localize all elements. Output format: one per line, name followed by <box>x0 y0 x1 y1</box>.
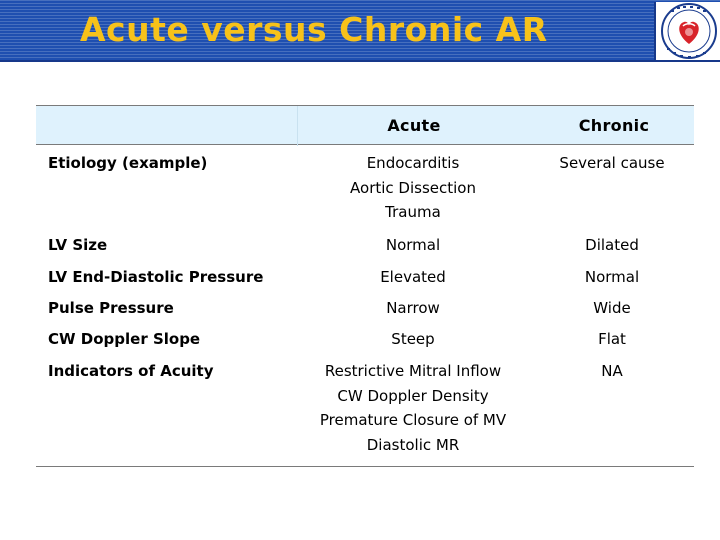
row-label-pulse-pressure: Pulse Pressure <box>48 299 174 317</box>
row-acute-indicators <box>313 359 513 457</box>
header-cell-acute: Acute <box>387 116 441 135</box>
acute-value: Premature Closure of MV <box>319 411 507 429</box>
row-label-indicators: Indicators of Acuity <box>48 362 214 380</box>
row-chronic-cw-doppler-slope: Flat <box>598 330 626 348</box>
row-acute-etiology <box>313 151 513 225</box>
row-label-lv-size: LV Size <box>48 236 108 254</box>
row-chronic-etiology: Several cause <box>559 154 665 172</box>
slide-title: Acute versus Chronic AR <box>80 10 548 49</box>
comparison-table <box>36 105 694 454</box>
table-header-row <box>36 105 694 145</box>
header-cell-chronic: Chronic <box>578 116 650 135</box>
acute-value: Trauma <box>385 203 441 221</box>
logo <box>654 2 720 60</box>
row-label-lvedp: LV End-Diastolic Pressure <box>48 268 264 286</box>
row-chronic-pulse-pressure: Wide <box>593 299 631 317</box>
row-acute-cw-doppler-slope: Steep <box>391 330 435 348</box>
society-seal-icon <box>659 2 719 60</box>
table-bottom-rule <box>36 466 694 467</box>
acute-value: Diastolic MR <box>366 435 460 454</box>
acute-value: Endocarditis <box>366 154 460 172</box>
slide-header <box>0 0 720 62</box>
row-acute-pulse-pressure: Narrow <box>386 299 440 317</box>
row-chronic-lv-size: Dilated <box>585 236 639 254</box>
row-acute-lvedp: Elevated <box>380 268 446 286</box>
row-chronic-indicators: NA <box>601 362 623 380</box>
acute-value: Restrictive Mitral Inflow <box>324 362 502 380</box>
row-acute-lv-size: Normal <box>385 236 441 254</box>
acute-value: CW Doppler Density <box>337 386 489 405</box>
row-label-etiology: Etiology (example) <box>48 154 208 172</box>
header-cell-empty <box>36 106 298 146</box>
acute-value: Aortic Dissection <box>350 178 476 197</box>
row-label-cw-doppler-slope: CW Doppler Slope <box>48 330 201 348</box>
row-chronic-lvedp: Normal <box>584 268 640 286</box>
